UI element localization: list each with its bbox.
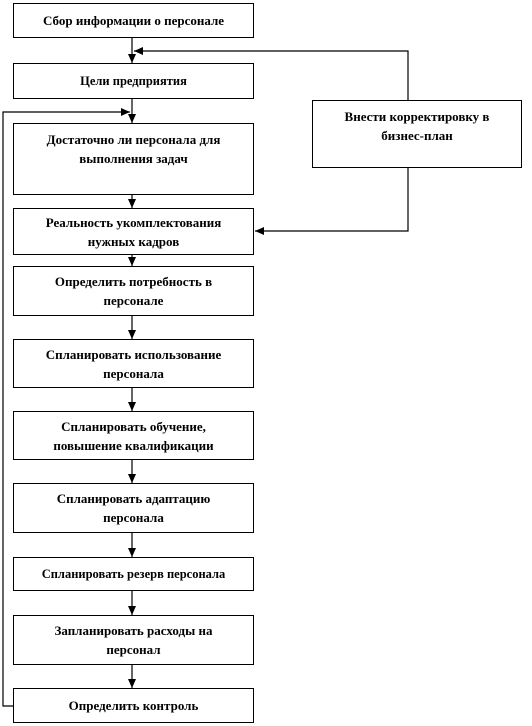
step-plan-staff-reserve: Спланировать резерв персонала [13,557,254,591]
step-plan-training: Спланировать обучение, повышение квалификации [13,411,254,460]
step-determine-staff-need: Определить потребность в персонале [13,266,254,316]
step-collect-staff-info: Сбор информации о персонале [13,3,254,38]
corrections-input-arrow [255,168,408,231]
step-define-control: Определить контроль [13,688,254,723]
side-box-business-plan-correction: Внести корректировку в бизнес-план [312,100,522,168]
step-staffing-feasibility: Реальность укомплектования нужных кадров [13,208,254,255]
step-plan-adaptation: Спланировать адаптацию персонала [13,483,254,533]
step-enough-staff: Достаточно ли персонала для выполнения задач [13,123,254,195]
step-plan-staff-usage: Спланировать использование персонала [13,339,254,388]
step-plan-staff-costs: Запланировать расходы на персонал [13,615,254,665]
step-company-goals: Цели предприятия [13,63,254,99]
